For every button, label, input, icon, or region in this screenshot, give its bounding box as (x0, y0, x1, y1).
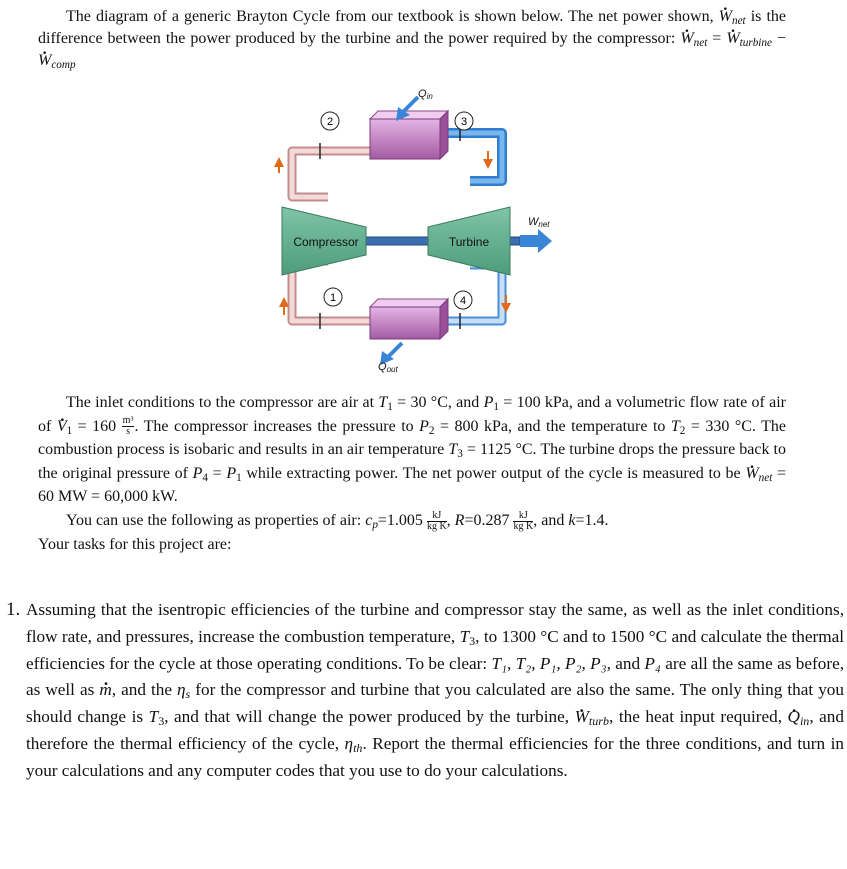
tasks-intro: Your tasks for this project are: (38, 535, 232, 553)
eta-s-symbol: η (177, 680, 186, 700)
eq-sub-net: net (693, 36, 708, 49)
combustor (370, 111, 448, 159)
eq-wcomp: · W (38, 52, 51, 69)
r-symbol: , R (446, 511, 465, 529)
p4-symbol: P (192, 464, 203, 482)
w-net-label: Wnet (528, 216, 550, 229)
work-out-arrow-icon (520, 229, 552, 253)
shaft (366, 237, 430, 245)
t2-symbol: T (670, 417, 680, 435)
wnet-subscript: net (731, 14, 746, 27)
brayton-cycle-diagram (270, 85, 570, 375)
t3-symbol: T (448, 441, 458, 459)
q-in-label: Qin (418, 88, 433, 101)
p1-symbol-2: P (226, 464, 237, 482)
eta-th-symbol: η (344, 733, 354, 753)
wnet-symbol: · W (719, 8, 732, 25)
wturb-symbol: · W (575, 707, 589, 726)
eq-minus: − (771, 30, 786, 47)
task-1 (6, 597, 844, 785)
q-out-label: Qout (378, 361, 398, 374)
intro-text-b: is the difference between the power produced by the turbine and the power required by the compressor: (38, 8, 786, 47)
heat-rejection-exchanger (370, 299, 448, 339)
pipe-2-inner (292, 151, 370, 197)
eq-sub-turbine: turbine (739, 36, 772, 49)
eq-wturbine: · W (726, 30, 739, 47)
cp-symbol: c (365, 511, 373, 529)
compressor-label: Compressor (293, 235, 359, 249)
state-4-label: 4 (459, 295, 467, 307)
v1-symbol: · V (57, 418, 67, 435)
pipe-2-outer (292, 151, 370, 197)
r-unit: $\frac{kJ}{\text{kg K}}$ (513, 509, 534, 532)
volume-flow-unit: $\frac{\text{m³}}{s}$ (122, 415, 134, 438)
wnet-symbol-2: · W (745, 465, 758, 482)
cp-unit: $\frac{kJ}{\text{kg K}}$ (426, 509, 447, 532)
eq-equals: = (707, 30, 727, 47)
t1-symbol: T (378, 394, 388, 411)
turbine-label: Turbine (448, 235, 490, 249)
arrow-down-icon (483, 159, 493, 169)
qin-symbol: · Q (788, 707, 800, 726)
p2-symbol: P (419, 417, 429, 435)
arrow-up-icon (274, 157, 284, 167)
intro-paragraph (38, 6, 786, 72)
state-2-label: 2 (326, 116, 334, 128)
task-number: 1. (6, 599, 21, 620)
eq-wnet: · W (680, 30, 693, 47)
state-1-label: 1 (329, 292, 337, 304)
conditions-paragraph: The inlet conditions to the compressor are air at $T_1 = 30$ °C, and $P_1 = 100$ kPa, and a volumetric flow rate of air of · $V_1 = 160$ $\frac{\text{m³}}{s}$ . The compressor increases the pressure to $P_2 = 800$ kPa, and the temperature to $T_2 = 330$ °C. The combustion process is isobaric and results in an air temperature $T_3 = 1125$ °C. The turbine drops the pressure back to the original pressure of $P_4 = P_1$ while extracting power. The net power output of the cycle is measured to be · $W_{net} = 60$ MW = 60,000 kW. You can use the following as properties of air: $c_p=1.005$ $\frac{kJ}{\text{kg K}}$ , R=0.287 $\frac{kJ}{\text{kg K}}$ , and k=1.4. Your tasks for this project are: (38, 391, 786, 556)
eq-sub-comp: comp (51, 58, 76, 71)
task-1-text: Assuming that the isentropic efficiencies of the turbine and compressor stay the same, as well as the inlet conditions, flow rate, and pressures, increase the combustion temperature, $T_3$, to 1300 °C and to 1500 °C and calculate the thermal efficiencies for the cycle at those operating conditions. To be clear: T₁, T₂, P₁, P₂, P₃, and P₄ are all the same as before, as well as · m, and the $\eta_s$ for the compressor and turbine that you calculated are also the same. The only thing that you should change is $T_3$, and that will change the power produced by the turbine, · $W_{turb}$, the heat input required, · $Q_{in}$, and therefore the thermal efficiency of the cycle, $\eta_{th}$. Report the thermal efficiencies for the three conditions, and turn in your calculations and any computer codes that you use to do your calculations. (26, 597, 844, 785)
state-list: T₁, T₂, P₁, P₂, P₃, (491, 653, 611, 673)
mass-flow-symbol: · m (99, 680, 111, 699)
k-symbol: k (568, 511, 576, 529)
p1-symbol: P (483, 394, 494, 411)
state-3-label: 3 (460, 116, 468, 128)
intro-text-a: The diagram of a generic Brayton Cycle from our textbook is shown below. The net power shown, (66, 8, 719, 25)
